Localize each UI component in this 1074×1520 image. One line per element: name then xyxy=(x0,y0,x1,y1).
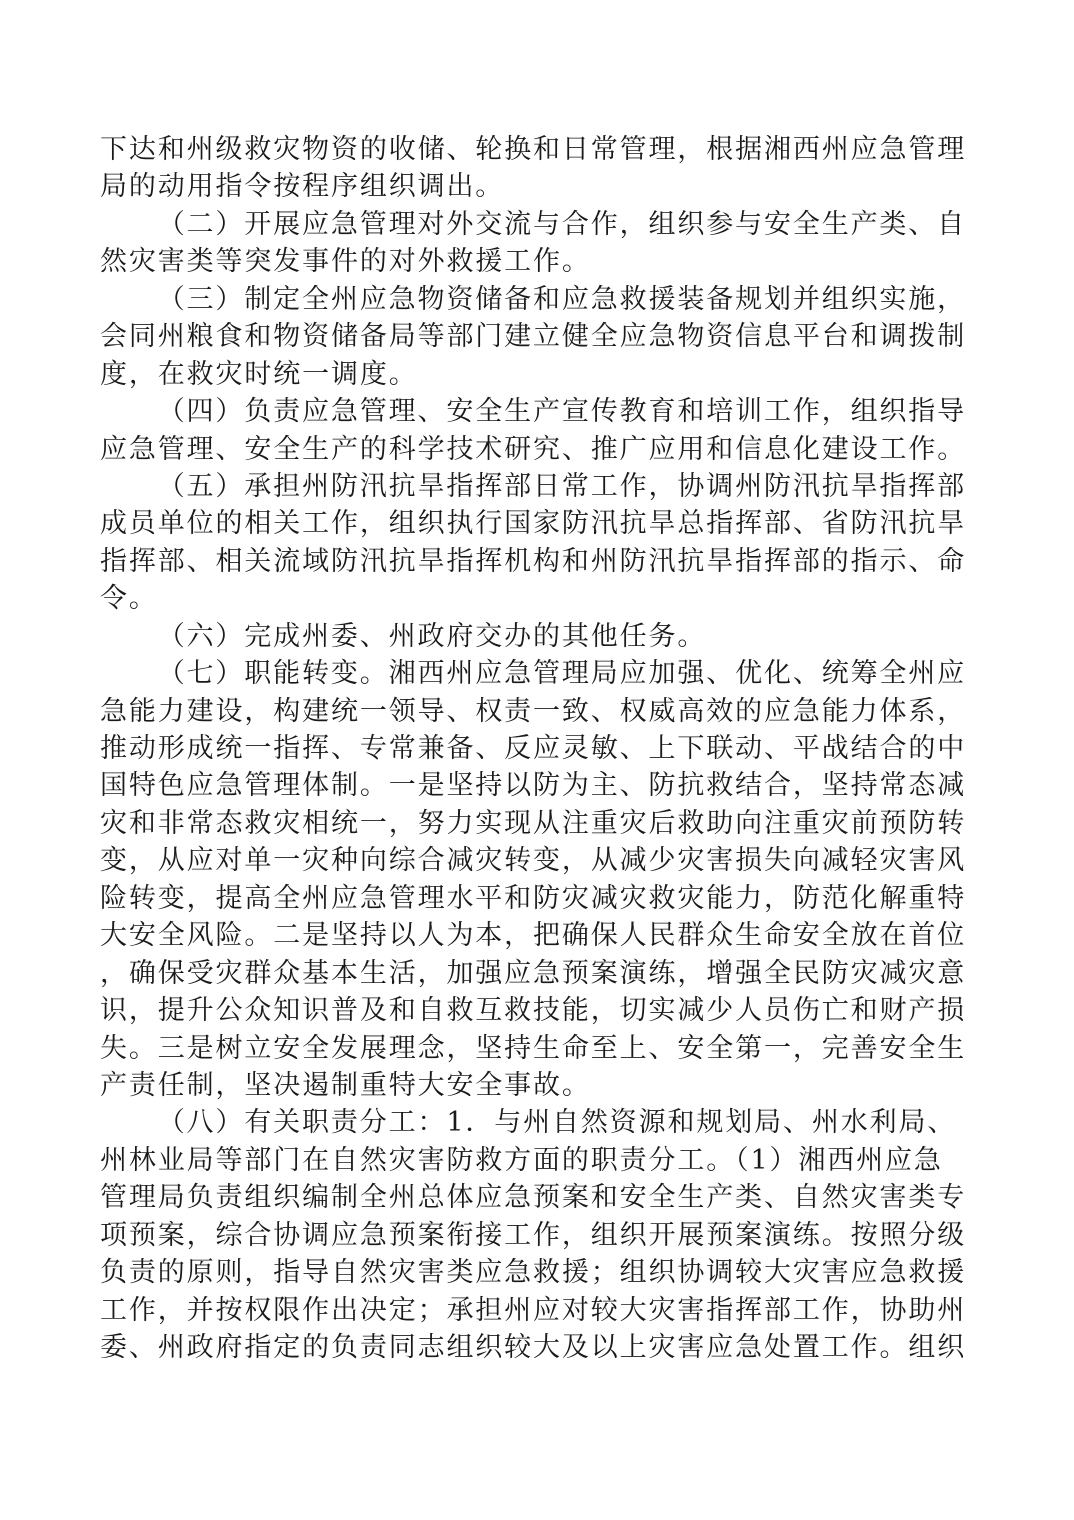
text-line: （四）负责应急管理、安全生产宣传教育和培训工作，组织指导 xyxy=(157,396,966,428)
paragraph xyxy=(100,468,966,618)
paragraph xyxy=(100,655,966,1104)
text-line: 然灾害类等突发事件的对外救援工作。 xyxy=(100,246,591,278)
text-line: 委、州政府指定的负责同志组织较大及以上灾害应急处置工作。组织 xyxy=(100,1332,966,1363)
text-line: 下达和州级救灾物资的收储、轮换和日常管理，根据湘西州应急管理 xyxy=(100,134,966,165)
text-line: （六）完成州委、州政府交办的其他任务。 xyxy=(157,620,707,652)
text-line: 变，从应对单一灾种向综合减灾转变，从减少灾害损失向减轻灾害风 xyxy=(100,845,966,877)
text-line: 应急管理、安全生产的科学技术研究、推广应用和信息化建设工作。 xyxy=(100,433,966,465)
text-line: （七）职能转变。湘西州应急管理局应加强、优化、统筹全州应 xyxy=(157,658,966,690)
text-line: （三）制定全州应急物资储备和应急救援装备规划并组织实施， xyxy=(157,283,966,315)
text-line: 指挥部、相关流域防汛抗旱指挥机构和州防汛抗旱指挥部的指示、命 xyxy=(100,545,966,577)
document-body xyxy=(100,131,966,1366)
text-line: （二）开展应急管理对外交流与合作，组织参与安全生产类、自 xyxy=(157,208,966,240)
text-line: 产责任制，坚决遏制重特大安全事故。 xyxy=(100,1069,591,1101)
text-line: 识，提升公众知识普及和自救互救技能，切实减少人员伤亡和财产损 xyxy=(100,995,966,1027)
text-line: ，确保受灾群众基本生活，加强应急预案演练，增强全民防灾减灾意 xyxy=(100,957,966,989)
text-line: 险转变，提高全州应急管理水平和防灾减灾救灾能力，防范化解重特 xyxy=(100,882,966,914)
text-line: 负责的原则，指导自然灾害类应急救援；组织协调较大灾害应急救援 xyxy=(100,1257,966,1289)
text-line: 州林业局等部门在自然灾害防救方面的职责分工。（1）湘西州应急 xyxy=(100,1144,943,1176)
text-line: 局的动用指令按程序组织调出。 xyxy=(100,171,505,203)
text-line: 灾和非常态救灾相统一，努力实现从注重灾后救助向注重灾前预防转 xyxy=(100,807,966,839)
text-line: 成员单位的相关工作，组织执行国家防汛抗旱总指挥部、省防汛抗旱 xyxy=(100,508,966,540)
paragraph xyxy=(100,281,966,393)
text-line: 失。三是树立安全发展理念，坚持生命至上、安全第一，完善安全生 xyxy=(100,1032,966,1064)
paragraph xyxy=(100,393,966,468)
paragraph xyxy=(100,206,966,281)
text-line: 项预案，综合协调应急预案衔接工作，组织开展预案演练。按照分级 xyxy=(100,1219,966,1251)
text-line: 会同州粮食和物资储备局等部门建立健全应急物资信息平台和调拨制 xyxy=(100,321,966,353)
text-line: 令。 xyxy=(100,583,158,615)
text-line: 推动形成统一指挥、专常兼备、反应灵敏、上下联动、平战结合的中 xyxy=(100,733,966,764)
paragraph xyxy=(100,618,966,655)
text-line: （八）有关职责分工：1．与州自然资源和规划局、州水利局、 xyxy=(157,1107,957,1139)
text-line: （五）承担州防汛抗旱指挥部日常工作，协调州防汛抗旱指挥部 xyxy=(157,470,966,502)
paragraph xyxy=(100,131,966,206)
text-line: 管理局负责组织编制全州总体应急预案和安全生产类、自然灾害类专 xyxy=(100,1182,966,1214)
text-line: 度，在救灾时统一调度。 xyxy=(100,358,418,390)
text-line: 急能力建设，构建统一领导、权责一致、权威高效的应急能力体系， xyxy=(100,695,966,727)
paragraph xyxy=(100,1104,966,1366)
text-line: 大安全风险。二是坚持以人为本，把确保人民群众生命安全放在首位 xyxy=(100,920,966,952)
text-line: 工作，并按权限作出决定；承担州应对较大灾害指挥部工作，协助州 xyxy=(100,1294,966,1326)
text-line: 国特色应急管理体制。一是坚持以防为主、防抗救结合，坚持常态减 xyxy=(100,770,966,802)
